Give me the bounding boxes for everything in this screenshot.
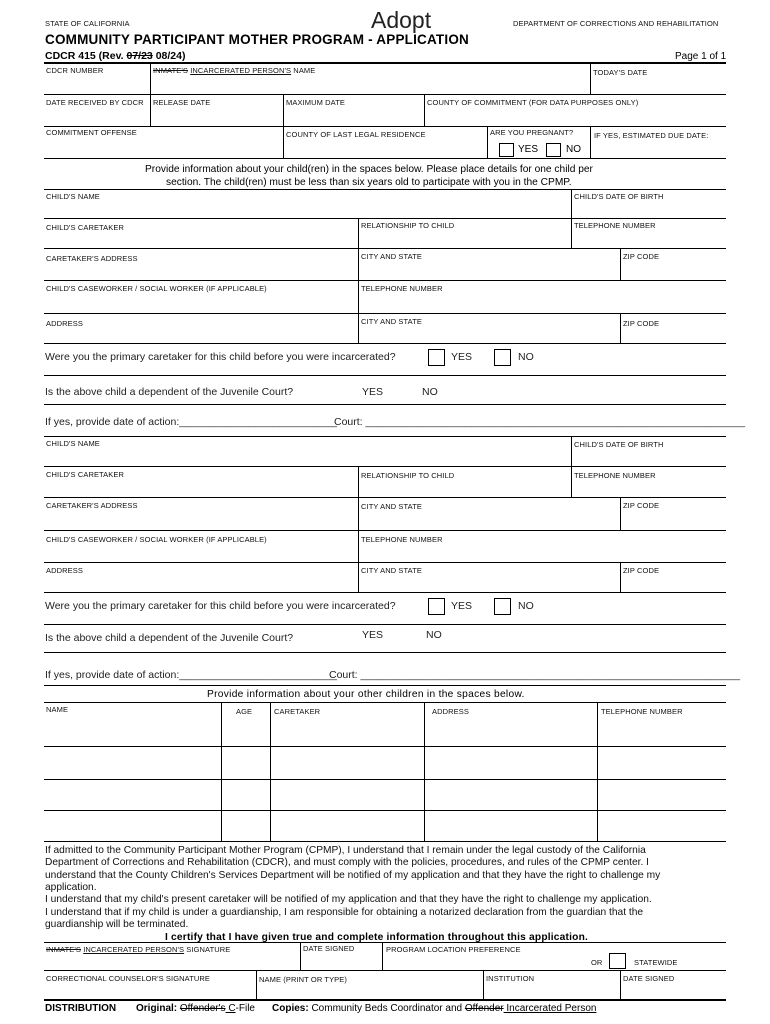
child1-address-field[interactable]: ADDRESS [46, 319, 83, 328]
other-col-telephone: TELEPHONE NUMBER [601, 707, 683, 716]
other-col-caretaker: CARETAKER [274, 707, 321, 716]
county-residence-field[interactable]: COUNTY OF LAST LEGAL RESIDENCE [286, 130, 426, 139]
date-received-field[interactable]: DATE RECEIVED BY CDCR [46, 98, 144, 107]
form-number: CDCR 415 (Rev. 07/23 08/24) [45, 50, 186, 62]
distribution-original: Original: Offender's C-File [136, 1003, 255, 1014]
child1-action-date-field[interactable]: If yes, provide date of action:___________________________ [45, 416, 337, 428]
name-print-field[interactable]: NAME (PRINT OR TYPE) [259, 975, 347, 984]
adopt-watermark: Adopt [371, 7, 432, 33]
pregnant-label: ARE YOU PREGNANT? [490, 128, 574, 137]
child2-primary-yes-label: YES [451, 600, 473, 612]
statewide-checkbox[interactable] [609, 953, 626, 969]
child1-city-state-field[interactable]: CITY AND STATE [361, 252, 422, 261]
statement-paragraph-2: I understand that my child's present caretaker will be notified of my application and that they have the right to challenge my application. [45, 894, 652, 905]
pregnant-yes-label: YES [518, 144, 539, 155]
child2-court-field[interactable]: Court: _________________________________________________________________ [329, 669, 741, 681]
child1-primary-question: Were you the primary caretaker for this child before you were incarcerated? [45, 351, 396, 363]
page-number: Page 1 of 1 [675, 51, 727, 62]
child1-dependent-question: Is the above child a dependent of the Juvenile Court? [45, 386, 294, 398]
distribution-label: DISTRIBUTION [45, 1003, 117, 1014]
child1-primary-yes-checkbox[interactable] [428, 349, 445, 366]
child2-primary-question: Were you the primary caretaker for this child before you were incarcerated? [45, 600, 396, 612]
child2-caretaker-address-field[interactable]: CARETAKER'S ADDRESS [46, 501, 138, 510]
form-title: COMMUNITY PARTICIPANT MOTHER PROGRAM - APPLICATION [45, 32, 469, 47]
child2-relationship-field[interactable]: RELATIONSHIP TO CHILD [361, 471, 455, 480]
child1-relationship-field[interactable]: RELATIONSHIP TO CHILD [361, 221, 455, 230]
todays-date-field[interactable]: TODAY'S DATE [593, 68, 648, 77]
child2-primary-no-label: NO [518, 600, 534, 612]
child1-caretaker-address-field[interactable]: CARETAKER'S ADDRESS [46, 254, 138, 263]
child1-address-zip-field[interactable]: ZIP CODE [623, 319, 660, 328]
child1-caseworker-field[interactable]: CHILD'S CASEWORKER / SOCIAL WORKER (IF APPLICABLE) [46, 284, 267, 293]
child1-court-field[interactable]: Court: _________________________________________________________________ [334, 416, 746, 428]
other-col-address: ADDRESS [432, 707, 469, 716]
child2-dependent-yes[interactable]: YES [362, 629, 384, 641]
statement-paragraph-1: If admitted to the Community Participant Mother Program (CPMP), I understand that I remain under the legal custody of the California Department of Corrections and Rehabilitation (CDCR), and must comply with the policies, procedures, and rules of the CPMP center. I understand that the County Children's Services Department will be notified of my application and that they have the right to challenge my application. [45, 845, 661, 893]
release-date-field[interactable]: RELEASE DATE [153, 98, 211, 107]
child1-caretaker-field[interactable]: CHILD'S CARETAKER [46, 223, 125, 232]
intro-line-1: Provide information about your child(ren) in the spaces below. Please place details for one child per [145, 164, 593, 175]
child2-dob-field[interactable]: CHILD'S DATE OF BIRTH [574, 440, 664, 449]
child1-dependent-no[interactable]: NO [422, 386, 438, 398]
other-row1-name[interactable] [45, 716, 220, 745]
child1-dob-field[interactable]: CHILD'S DATE OF BIRTH [574, 192, 664, 201]
commitment-offense-field[interactable]: COMMITMENT OFFENSE [46, 128, 137, 137]
child2-dependent-question: Is the above child a dependent of the Juvenile Court? [45, 632, 294, 644]
incarcerated-signature-field[interactable]: INMATE'S INCARCERATED PERSON'S SIGNATURE [46, 945, 231, 954]
child1-telephone-field[interactable]: TELEPHONE NUMBER [574, 221, 656, 230]
department-label: DEPARTMENT OF CORRECTIONS AND REHABILITATION [513, 19, 719, 28]
statement-paragraph-3: I understand that if my child is under a guardianship, I am responsible for obtaining a notarized declaration from the guardian that the guardianship will be terminated. [45, 907, 644, 931]
pregnant-no-checkbox[interactable] [546, 143, 561, 157]
counselor-date-signed-field[interactable]: DATE SIGNED [623, 974, 675, 983]
or-label: OR [591, 958, 603, 967]
child2-primary-yes-checkbox[interactable] [428, 598, 445, 615]
certification-statement: I certify that I have given true and complete information throughout this application. [165, 932, 589, 943]
program-preference-field[interactable]: PROGRAM LOCATION PREFERENCE [386, 945, 521, 954]
state-label: STATE OF CALIFORNIA [45, 19, 130, 28]
child2-action-date-field[interactable]: If yes, provide date of action:___________________________ [45, 669, 337, 681]
child2-zip-field[interactable]: ZIP CODE [623, 501, 660, 510]
child2-caseworker-field[interactable]: CHILD'S CASEWORKER / SOCIAL WORKER (IF APPLICABLE) [46, 535, 267, 544]
child2-caseworker-phone-field[interactable]: TELEPHONE NUMBER [361, 535, 443, 544]
child2-address-zip-field[interactable]: ZIP CODE [623, 566, 660, 575]
other-row4-name[interactable] [45, 811, 220, 840]
child2-name-field[interactable]: CHILD'S NAME [46, 439, 100, 448]
due-date-field[interactable]: IF YES, ESTIMATED DUE DATE: [594, 131, 709, 140]
distribution-copies: Copies: Community Beds Coordinator and Offender Incarcerated Person [272, 1003, 597, 1014]
other-row2-name[interactable] [45, 747, 220, 778]
maximum-date-field[interactable]: MAXIMUM DATE [286, 98, 345, 107]
child1-primary-no-label: NO [518, 351, 534, 363]
county-commitment-field[interactable]: COUNTY OF COMMITMENT (FOR DATA PURPOSES ONLY) [427, 98, 639, 107]
child1-caseworker-phone-field[interactable]: TELEPHONE NUMBER [361, 284, 443, 293]
other-col-age: AGE [236, 707, 253, 716]
date-signed-field[interactable]: DATE SIGNED [303, 944, 355, 953]
counselor-signature-field[interactable]: CORRECTIONAL COUNSELOR'S SIGNATURE [46, 974, 211, 983]
other-row3-name[interactable] [45, 780, 220, 809]
child2-city-state-field[interactable]: CITY AND STATE [361, 502, 422, 511]
child1-primary-yes-label: YES [451, 351, 473, 363]
child1-dependent-yes[interactable]: YES [362, 386, 384, 398]
child2-primary-no-checkbox[interactable] [494, 598, 511, 615]
child1-primary-no-checkbox[interactable] [494, 349, 511, 366]
child2-caretaker-field[interactable]: CHILD'S CARETAKER [46, 470, 125, 479]
cdcr-number-field[interactable]: CDCR NUMBER [46, 66, 104, 75]
child2-telephone-field[interactable]: TELEPHONE NUMBER [574, 471, 656, 480]
other-children-heading: Provide information about your other children in the spaces below. [207, 689, 525, 700]
incarcerated-name-field[interactable]: INMATE'S INCARCERATED PERSON'S NAME [153, 66, 316, 75]
child1-name-field[interactable]: CHILD'S NAME [46, 192, 100, 201]
child2-address-field[interactable]: ADDRESS [46, 566, 83, 575]
institution-field[interactable]: INSTITUTION [486, 974, 535, 983]
pregnant-yes-checkbox[interactable] [499, 143, 514, 157]
child1-zip-field[interactable]: ZIP CODE [623, 252, 660, 261]
statewide-label: STATEWIDE [634, 958, 678, 967]
child2-address-city-field[interactable]: CITY AND STATE [361, 566, 422, 575]
child2-dependent-no[interactable]: NO [426, 629, 442, 641]
child1-address-city-field[interactable]: CITY AND STATE [361, 317, 422, 326]
intro-line-2: section. The child(ren) must be less than six years old to participate with you in the CPMP. [166, 177, 572, 188]
other-col-name: NAME [46, 705, 69, 714]
pregnant-no-label: NO [566, 144, 581, 155]
